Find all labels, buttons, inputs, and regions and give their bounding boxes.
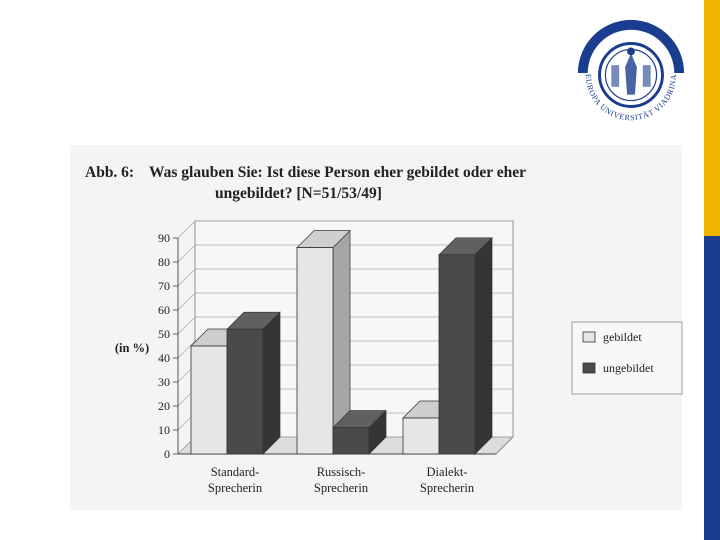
chart-title-line-1: Was glauben Sie: Ist diese Person eher gebildet oder eher (149, 164, 527, 181)
y-tick-label: 0 (164, 447, 170, 461)
y-tick-label: 50 (158, 327, 170, 341)
legend-label-gebildet: gebildet (603, 330, 642, 344)
category-label: Dialekt- (426, 465, 468, 479)
bar-ungebildet (227, 329, 263, 454)
y-tick-label: 60 (158, 303, 170, 317)
category-label: Sprecherin (207, 481, 263, 495)
y-tick-label: 90 (158, 231, 170, 245)
y-tick-label: 20 (158, 399, 170, 413)
bar-gebildet (403, 418, 439, 454)
bar-ungebildet (333, 428, 369, 454)
category-label: Standard- (210, 465, 260, 479)
y-tick-label: 80 (158, 255, 170, 269)
chart-title-line-2: ungebildet? [N=51/53/49] (215, 185, 382, 202)
y-tick-label: 40 (158, 351, 170, 365)
bar-gebildet (191, 346, 227, 454)
svg-text:EUROPA UNIVERSITÄT VIADRINA: EUROPA UNIVERSITÄT VIADRINA (583, 73, 679, 123)
legend-label-ungebildet: ungebildet (603, 361, 654, 375)
category-label: Sprecherin (419, 481, 475, 495)
category-label: Sprecherin (313, 481, 369, 495)
y-tick-label: 30 (158, 375, 170, 389)
category-label: Russisch- (316, 465, 366, 479)
y-axis-unit-label: (in %) (114, 341, 150, 355)
figure-number: Abb. 6: (85, 164, 135, 181)
bar-side-ungebildet (475, 238, 492, 454)
y-tick-label: 70 (158, 279, 170, 293)
legend-swatch-gebildet (583, 332, 595, 342)
y-tick-label: 10 (158, 423, 170, 437)
bar-ungebildet (439, 255, 475, 454)
bar-side-ungebildet (263, 312, 280, 454)
legend-swatch-ungebildet (583, 363, 595, 373)
bar-gebildet (297, 248, 333, 454)
